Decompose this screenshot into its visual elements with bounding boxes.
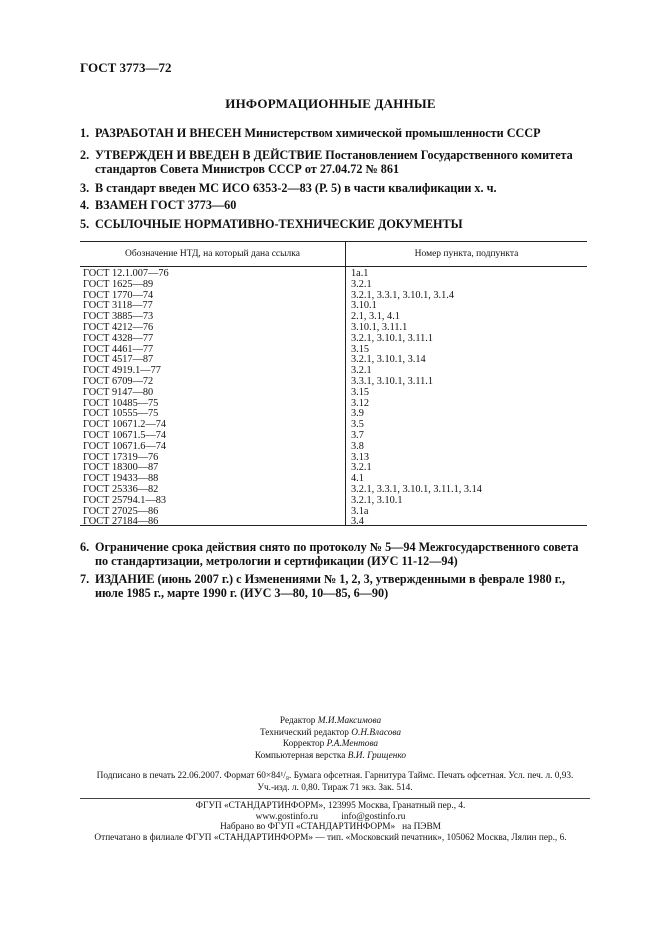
publisher-footer (0, 801, 661, 843)
document-code: ГОСТ 3773—72 (80, 60, 172, 75)
table-cell-clause: 2.1, 3.1, 4.1 (351, 311, 400, 323)
item-text: Постановлением Государственного комитета стандартов Совета Министров СССР от 27.04.72 № 861 (95, 148, 573, 176)
table-cell-document: ГОСТ 4919.1—77 (83, 365, 161, 377)
info-item-4 (80, 198, 585, 212)
table-cell-clause: 3.9 (351, 408, 364, 420)
item-bold-text: ССЫЛОЧНЫЕ НОРМАТИВНО-ТЕХНИЧЕСКИЕ ДОКУМЕНТЫ (95, 217, 463, 231)
table-row (80, 323, 587, 334)
table-cell-document: ГОСТ 3118—77 (83, 300, 153, 312)
table-body (80, 269, 587, 528)
table-cell-document: ГОСТ 17319—76 (83, 451, 159, 463)
table-cell-clause: 3.5 (351, 419, 364, 431)
item-number: 3. (80, 181, 90, 195)
item-number: 7. (80, 572, 90, 586)
item-bold-text: ИЗДАНИЕ (95, 572, 155, 586)
item-text: (июнь 2007 г.) с Изменениями № 1, 2, 3, утвержденными в феврале 1980 г., июле 1985 г., марте 1990 г. (ИУС 3—80, 10—85, 6—90) (95, 572, 565, 600)
table-cell-document: ГОСТ 6709—72 (83, 375, 154, 387)
table-cell-clause: 3.15 (351, 386, 370, 398)
table-row (80, 442, 587, 453)
table-row (80, 334, 587, 345)
info-item-3 (80, 181, 585, 195)
credit-tech-editor: Технический редактор О.Н.Власова (259, 727, 402, 738)
table-cell-document: ГОСТ 4328—77 (83, 332, 154, 344)
info-item-2 (80, 148, 585, 176)
table-cell-document: ГОСТ 25336—82 (83, 483, 159, 495)
table-cell-clause: 1а.1 (351, 268, 369, 279)
table-header-border (80, 266, 587, 267)
table-row (80, 496, 587, 507)
table-row (80, 388, 587, 399)
table-row (80, 269, 587, 280)
table-header-clause: Номер пункта, подпункта (414, 249, 519, 259)
item-number: 6. (80, 540, 90, 554)
item-text: Ограничение срока действия снято по протоколу № 5—94 Межгосударственного совета по стандартизации, метрологии и сертификации (ИУС 11-12—94) (95, 540, 579, 568)
table-cell-document: ГОСТ 3885—73 (83, 311, 154, 323)
footer-divider (80, 798, 590, 799)
table-cell-clause: 3.10.1 (351, 300, 377, 312)
credit-proofreader: Корректор Р.А.Ментова (282, 739, 379, 749)
table-cell-document: ГОСТ 9147—80 (83, 386, 154, 398)
table-cell-document: ГОСТ 10671.6—74 (83, 440, 167, 452)
info-item-6 (80, 540, 585, 568)
table-cell-document: ГОСТ 25794.1—83 (83, 494, 167, 506)
credit-editor: Редактор М.И.Максимова (279, 716, 382, 726)
table-cell-document: ГОСТ 27025—86 (83, 505, 159, 517)
table-cell-clause: 3.2.1, 3.3.1, 3.10.1, 3.11.1, 3.14 (351, 483, 482, 495)
table-cell-clause: 3.2.1, 3.10.1, 3.11.1 (351, 332, 433, 344)
print-info-line-1: Подписано в печать 22.06.2007. Формат 60×84¹/₈. Бумага офсетная. Гарнитура Таймс. Печать офсетная. Усл. печ. л. 0,93. (96, 771, 574, 781)
table-cell-document: ГОСТ 10671.2—74 (83, 419, 167, 431)
table-cell-document: ГОСТ 10555—75 (83, 408, 159, 420)
table-cell-clause: 3.8 (351, 440, 364, 452)
table-cell-clause: 3.2.1, 3.10.1 (351, 494, 403, 506)
item-bold-text: РАЗРАБОТАН И ВНЕСЕН (95, 126, 242, 140)
table-cell-clause: 3.2.1 (351, 462, 372, 474)
info-item-5 (80, 217, 585, 231)
table-cell-document: ГОСТ 4212—76 (83, 321, 154, 333)
section-title: ИНФОРМАЦИОННЫЕ ДАННЫЕ (225, 96, 436, 111)
table-cell-document: ГОСТ 10671.5—74 (83, 429, 167, 441)
credit-layout: Компьютерная верстка В.И. Грищенко (254, 750, 407, 761)
table-cell-clause: 3.7 (351, 429, 364, 441)
table-cell-clause: 3.3.1, 3.10.1, 3.11.1 (351, 375, 433, 387)
item-number: 4. (80, 198, 90, 212)
item-text: Министерством химической промышленности СССР (241, 126, 541, 140)
table-cell-document: ГОСТ 1770—74 (83, 289, 154, 301)
table-top-border (80, 241, 587, 242)
footer-line-2: www.gostinfo.ru info@gostinfo.ru (255, 811, 406, 822)
table-cell-clause: 3.4 (351, 516, 364, 528)
item-bold-text: УТВЕРЖДЕН И ВВЕДЕН В ДЕЙСТВИЕ (95, 148, 323, 162)
table-cell-clause: 3.2.1 (351, 278, 372, 290)
footer-line-4: Отпечатано в филиале ФГУП «СТАНДАРТИНФОРМ» — тип. «Московский печатник», 105062 Москва, Лялин пер., 6. (94, 832, 567, 843)
table-cell-clause: 4.1 (351, 473, 364, 485)
table-row (80, 345, 587, 356)
table-row (80, 377, 587, 388)
table-cell-clause: 3.15 (351, 343, 370, 355)
table-cell-document: ГОСТ 4461—77 (83, 343, 154, 355)
table-header-document: Обозначение НТД, на который дана ссылка (125, 249, 300, 259)
table-cell-document: ГОСТ 12.1.007—76 (83, 268, 169, 279)
table-cell-document: ГОСТ 10485—75 (83, 397, 159, 409)
table-cell-clause: 3.2.1 (351, 365, 372, 377)
table-cell-document: ГОСТ 18300—87 (83, 462, 159, 474)
table-cell-clause: 3.1а (351, 505, 369, 517)
table-cell-clause: 3.2.1, 3.10.1, 3.14 (351, 354, 426, 366)
table-cell-clause: 3.2.1, 3.3.1, 3.10.1, 3.1.4 (351, 289, 454, 301)
item-bold-text: ВЗАМЕН ГОСТ 3773—60 (95, 198, 237, 212)
table-cell-document: ГОСТ 19433—88 (83, 473, 159, 485)
table-cell-clause: 3.12 (351, 397, 370, 409)
table-row (80, 517, 587, 528)
print-info (80, 770, 590, 794)
table-cell-document: ГОСТ 4517—87 (83, 354, 154, 366)
item-number: 5. (80, 217, 90, 231)
table-row (80, 312, 587, 323)
print-info-line-2: Уч.-изд. л. 0,80. Тираж 71 экз. Зак. 514. (257, 783, 413, 793)
item-number: 2. (80, 148, 90, 162)
table-row (80, 366, 587, 377)
table-cell-clause: 3.10.1, 3.11.1 (351, 321, 408, 333)
table-cell-document: ГОСТ 27184—86 (83, 516, 159, 528)
item-text: В стандарт введен МС ИСО 6353-2—83 (Р. 5) в части квалификации х. ч. (95, 181, 497, 195)
footer-line-3: Набрано во ФГУП «СТАНДАРТИНФОРМ» на ПЭВМ (220, 822, 441, 832)
table-row (80, 280, 587, 291)
item-number: 1. (80, 126, 90, 140)
references-table (80, 241, 587, 526)
footer-line-1: ФГУП «СТАНДАРТИНФОРМ», 123995 Москва, Гранатный пер., 4. (195, 801, 466, 811)
table-row (80, 301, 587, 312)
credits-block (0, 716, 661, 762)
info-item-1 (80, 126, 585, 140)
table-cell-document: ГОСТ 1625—89 (83, 278, 154, 290)
info-item-7 (80, 572, 585, 600)
table-cell-clause: 3.13 (351, 451, 370, 463)
table-row (80, 291, 587, 302)
